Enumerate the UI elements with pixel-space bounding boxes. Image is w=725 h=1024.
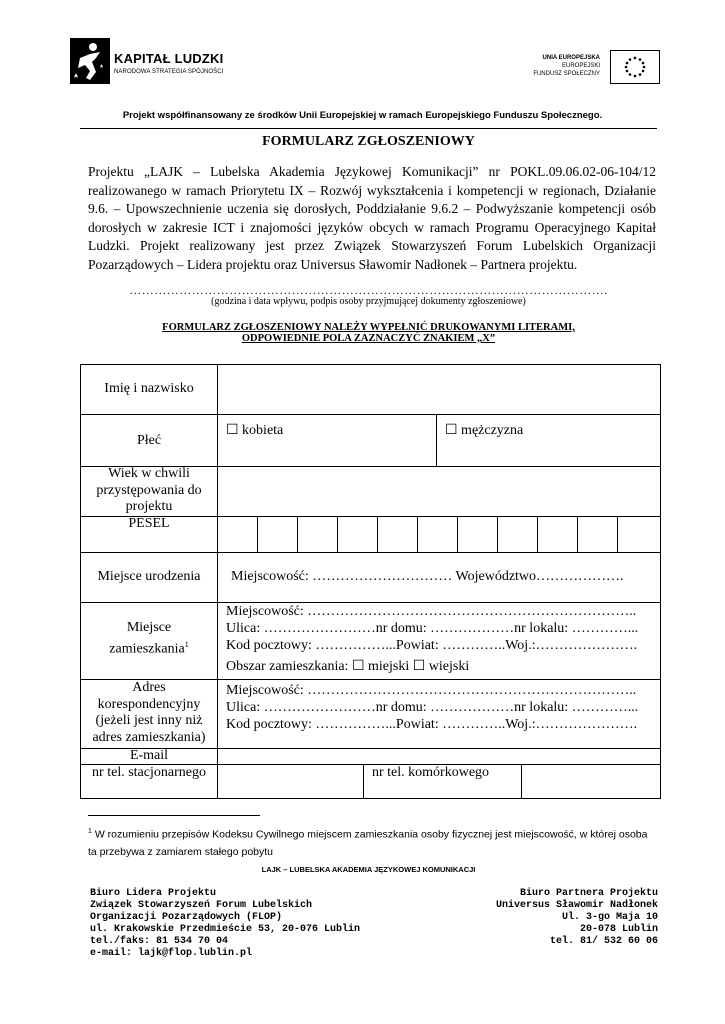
receipt-signature-line: ……………………………………………………………………………………………………. xyxy=(129,283,608,297)
mobile-field[interactable] xyxy=(522,765,659,798)
leader-line: ul. Krakowskie Przedmieście 53, 20-076 Lublin xyxy=(90,924,361,935)
correspondence-street-field[interactable]: Ulica: ……………………nr domu: ………………nr lokalu: …………... xyxy=(226,700,639,715)
page-title: FORMULARZ ZGŁOSZENIOWY xyxy=(262,134,475,149)
residence-city-field[interactable]: Miejscowość: …………………………………………………………….. xyxy=(226,604,637,619)
leader-line: Biuro Lidera Projektu xyxy=(90,888,217,899)
partner-line: tel. 81/ 532 60 06 xyxy=(549,936,658,947)
footnote xyxy=(88,823,658,861)
application-form-table xyxy=(80,364,661,799)
gender-label: Płeć xyxy=(136,433,162,448)
header xyxy=(70,38,660,93)
footnote-ref: 1 xyxy=(184,639,189,649)
kapital-ludzki-logo xyxy=(70,38,250,88)
eu-line-1: UNIA EUROPEJSKA xyxy=(542,55,600,61)
partner-office-address xyxy=(496,888,658,948)
footnote-mark: 1 xyxy=(88,828,92,835)
eu-text xyxy=(533,54,600,78)
footnote-divider xyxy=(88,815,260,816)
residence-postal-field[interactable]: Kod pocztowy: ……………...Powiat: …………..Woj.:…………………. xyxy=(226,638,638,653)
residence-label-text: Miejsce zamieszkania$^1$ xyxy=(109,620,189,657)
footnote-text: W rozumieniu przepisów Kodeksu Cywilnego miejscem zamieszkania osoby fizycznej jest miejscowość, w której osoba ta przebywa z zamiarem stałego pobytu xyxy=(88,828,648,858)
eu-line-2: EUROPEJSKI xyxy=(561,63,600,69)
instruction-line-2: ODPOWIEDNIE POLA ZAZNACZYĆ ZNAKIEM „X” xyxy=(241,333,496,344)
landline-label: nr tel. stacjonarnego xyxy=(92,765,206,780)
pesel-label: PESEL xyxy=(128,516,170,531)
residence-area-checkboxes[interactable]: Obszar zamieszkania: ☐ miejski ☐ wiejski xyxy=(226,659,470,674)
correspondence-city-field[interactable]: Miejscowość: …………………………………………………………….. xyxy=(226,683,637,698)
age-label: Wiek w chwili przystępowania do projektu xyxy=(96,466,202,514)
residence-street-field[interactable]: Ulica: ……………………nr domu: ………………nr lokalu: …………... xyxy=(226,621,639,636)
footer-project-name: LAJK – LUBELSKA AKADEMIA JĘZYKOWEJ KOMUNIKACJI xyxy=(261,865,476,874)
human-figure-icon xyxy=(70,38,110,84)
email-label: E-mail xyxy=(129,748,169,763)
partner-line: Biuro Partnera Projektu xyxy=(519,888,658,899)
eu-flag-icon xyxy=(610,50,660,84)
fill-instructions xyxy=(80,322,657,344)
birthplace-field[interactable]: Miejscowość: ………………………… Województwo………………. xyxy=(231,569,624,584)
landline-field[interactable] xyxy=(218,765,363,798)
correspondence-label: Adres korespondencyjny (jeżeli jest inny niż adres zamieszkania) xyxy=(92,680,206,745)
eu-logo xyxy=(520,50,660,90)
leader-office-address xyxy=(90,888,360,960)
eu-line-3: FUNDUSZ SPOŁECZNY xyxy=(533,71,600,77)
residence-label xyxy=(81,620,217,658)
brand-name: KAPITAŁ LUDZKI xyxy=(114,51,224,66)
correspondence-postal-field[interactable]: Kod pocztowy: ……………...Powiat: …………..Woj.:…………………. xyxy=(226,717,638,732)
pesel-boxes[interactable] xyxy=(218,517,659,552)
birthplace-label: Miejsce urodzenia xyxy=(97,569,201,584)
intro-paragraph: Projektu „LAJK – Lubelska Akademia Językowej Komunikacji” nr POKL.09.06.02-06-104/12 realizowanego w ramach Priorytetu IX – Rozwój wykształcenia i kompetencji w regionach, Działanie 9.6. – Upowszechnienie uczenia się dorosłych, Poddziałanie 9.6.2 – Podwyższanie kompetencji osób dorosłych w zakresie ICT i znajomości języków obcych w ramach Programu Operacyjnego Kapitał Ludzki. Projekt realizowany jest przez Związek Stowarzyszeń Forum Lubelskich Organizacji Pozarządowych – Lidera projektu oraz Universus Sławomir Nadłonek – Partnera projektu. xyxy=(88,164,656,272)
leader-email-link[interactable]: e-mail: lajk@flop.lublin.pl xyxy=(90,948,253,959)
partner-line: 20-078 Lublin xyxy=(579,924,658,935)
cofinancing-note: Projekt współfinansowany ze środków Unii Europejskiej w ramach Europejskiego Funduszu Społecznego. xyxy=(122,110,603,121)
partner-line: Universus Sławomir Nadłonek xyxy=(495,900,658,911)
name-label: Imię i nazwisko xyxy=(104,381,194,396)
leader-line: tel./faks: 81 534 70 04 xyxy=(90,936,229,947)
gender-female-checkbox[interactable]: ☐ kobieta xyxy=(226,423,284,438)
name-field[interactable] xyxy=(218,365,659,414)
gender-male-checkbox[interactable]: ☐ mężczyzna xyxy=(445,423,524,438)
instruction-line-1: FORMULARZ ZGŁOSZENIOWY NALEŻY WYPEŁNIĆ DRUKOWANYMI LITERAMI, xyxy=(162,322,575,333)
brand-subtitle: NARODOWA STRATEGIA SPÓJNOŚCI xyxy=(114,69,224,75)
header-divider xyxy=(80,128,657,129)
leader-line: Organizacji Pozarządowych (FLOP) xyxy=(90,912,283,923)
age-field[interactable] xyxy=(218,467,659,516)
email-field[interactable] xyxy=(218,749,659,764)
mobile-label: nr tel. komórkowego xyxy=(372,765,490,780)
receipt-caption: (godzina i data wpływu, podpis osoby przyjmującej dokumenty zgłoszeniowe) xyxy=(211,296,526,307)
leader-line: Związek Stowarzyszeń Forum Lubelskich xyxy=(90,900,313,911)
partner-line: Ul. 3-go Maja 10 xyxy=(561,912,658,923)
